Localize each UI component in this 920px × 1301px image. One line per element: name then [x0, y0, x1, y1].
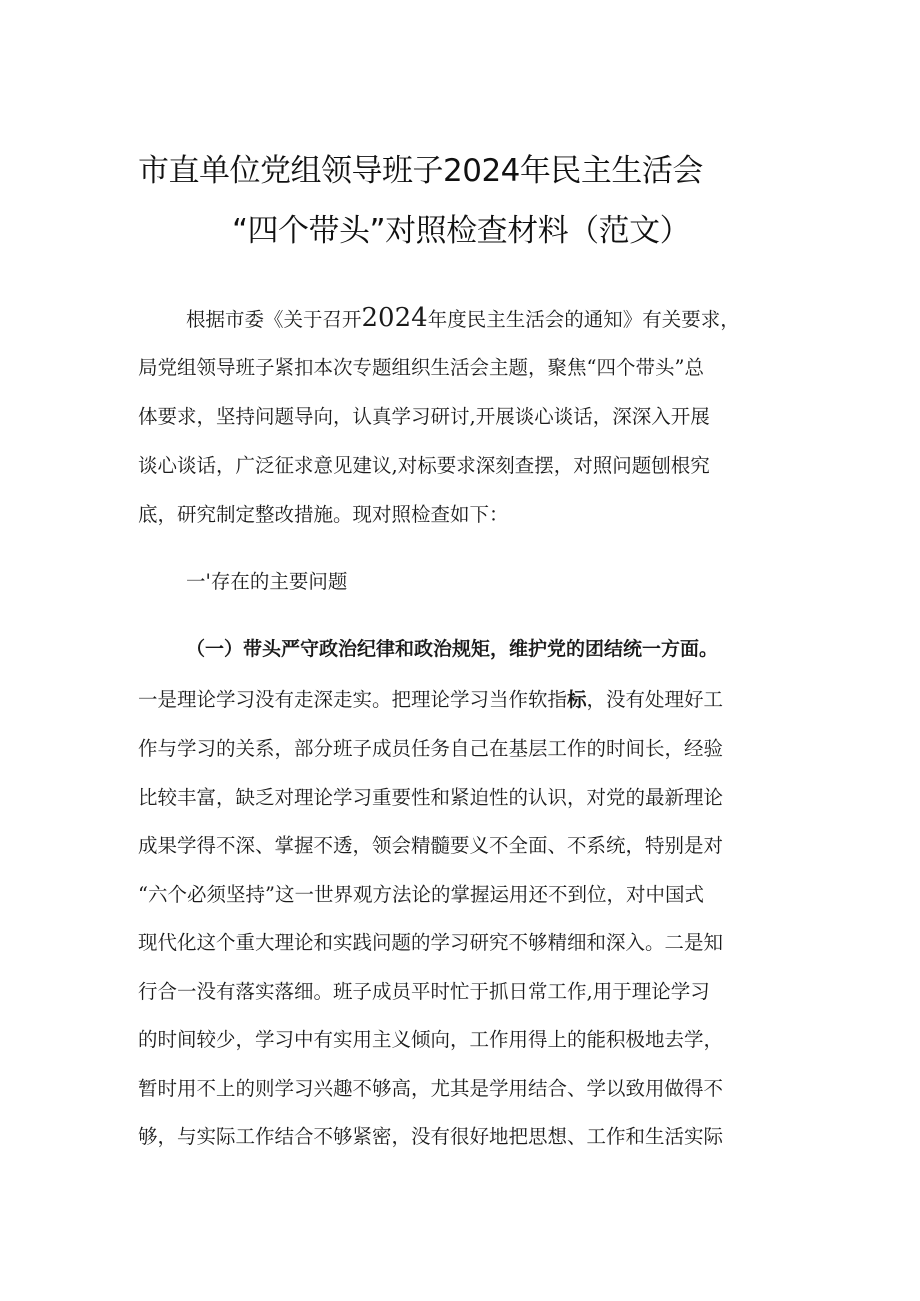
body-line-5: “六个必须坚持”这一世界观方法论的掌握运用还不到位，对中国式: [138, 883, 704, 906]
body-line-10: 够，与实际工作结合不够紧密，没有很好地把思想、工作和生活实际: [138, 1125, 724, 1148]
body-line-8: 的时间较少，学习中有实用主义倾向，工作用得上的能积极地去学，: [138, 1028, 724, 1051]
body-line-6: 现代化这个重大理论和实践问题的学习研究不够精细和深入。二是知: [138, 931, 724, 954]
document-title-line-1: 市直单位党组领导班子2024年民主生活会: [138, 153, 703, 189]
body-line-1-text-b: ，没有处理好工: [586, 688, 724, 711]
intro-line-1: [186, 303, 740, 335]
intro-line-2: 局党组领导班子紧扣本次专题组织生活会主题，聚焦“四个带头”总: [138, 356, 704, 379]
intro-line-1-text-a: 根据市委《关于召开: [186, 308, 362, 331]
document-title-line-2: “四个带头”对照检查材料（范文）: [232, 213, 691, 249]
section-1-heading: 一'存在的主要问题: [186, 570, 348, 593]
intro-line-3: 体要求，坚持问题导向，认真学习研讨,开展谈心谈话，深深入开展: [138, 405, 710, 428]
body-line-7: 行合一没有落实落细。班子成员平时忙于抓日常工作,用于理论学习: [138, 980, 710, 1003]
body-line-9: 暂时用不上的则学习兴趣不够高，尤其是学用结合、学以致用做得不: [138, 1077, 724, 1100]
intro-line-1-text-b: 年度民主生活会的通知》有关要求，: [427, 308, 740, 331]
intro-year-number: 2024: [361, 303, 428, 333]
body-line-1-text-a: 一是理论学习没有走深走实。把理论学习当作软指: [138, 688, 568, 711]
body-line-2: 作与学习的关系，部分班子成员任务自己在基层工作的时间长，经验: [138, 737, 724, 760]
body-line-3: 比较丰富，缺乏对理论学习重要性和紧迫性的认识，对党的最新理论: [138, 786, 724, 809]
intro-line-5: 底，研究制定整改措施。现对照检查如下：: [138, 503, 509, 526]
intro-line-4: 谈心谈话，广泛征求意见建议,对标要求深刻查摆，对照问题刨根究: [138, 454, 710, 477]
body-line-4: 成果学得不深、掌握不透，领会精髓要义不全面、不系统，特别是对: [138, 834, 724, 857]
body-line-1-bold-char: 标: [567, 688, 587, 711]
subsection-1-heading: （一）带头严守政治纪律和政治规矩，维护党的团结统一方面。: [186, 638, 719, 660]
body-line-1: [138, 685, 723, 715]
